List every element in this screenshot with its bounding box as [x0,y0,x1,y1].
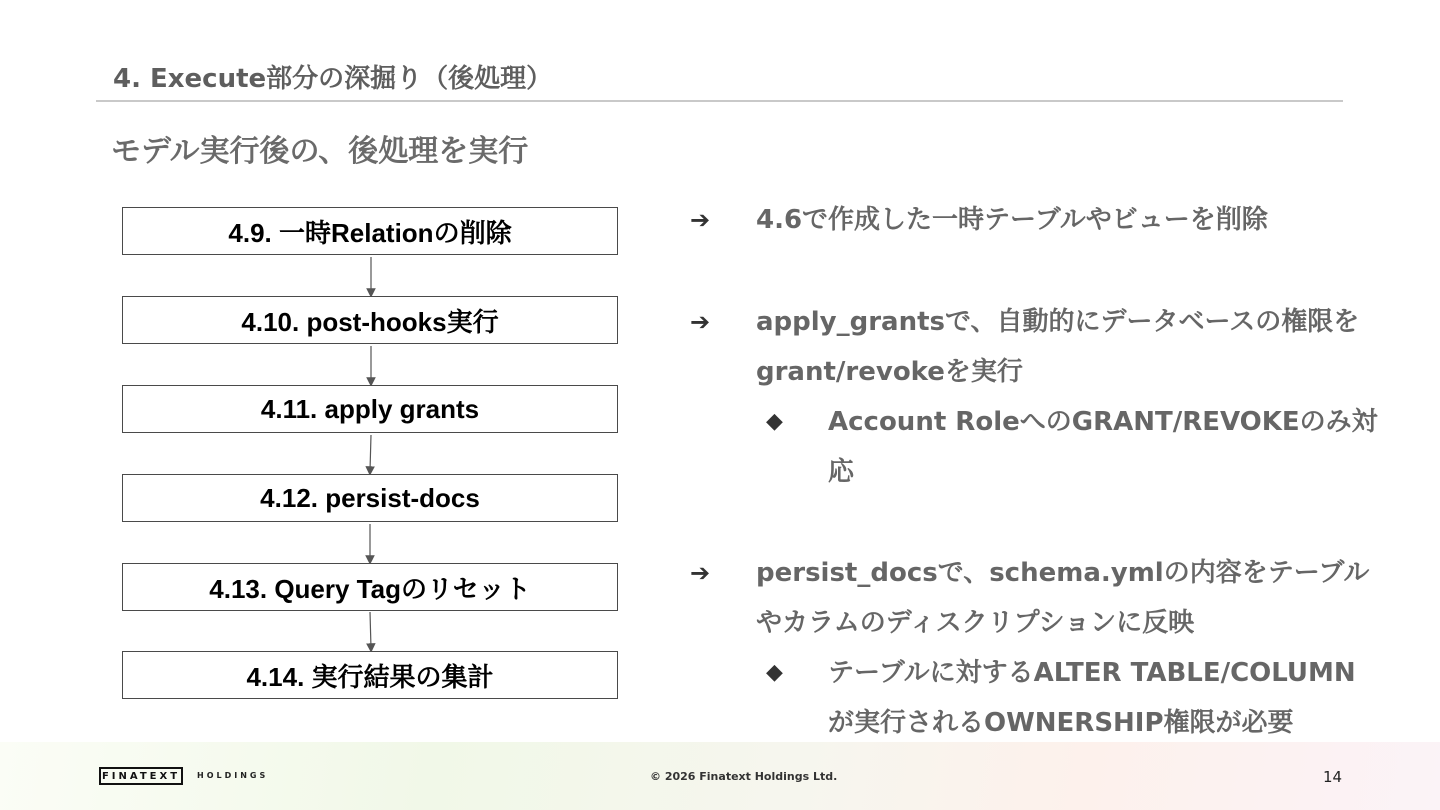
slide-title: 4. Execute部分の深掘り（後処理） [113,64,553,94]
company-logo: FINATEXT [99,767,183,785]
flow-step-cleanup-relation: 4.9. 一時Relationの削除 [122,207,618,255]
bullet-persist-docs [690,548,1369,648]
sub-bullet-text: テーブルに対するALTER TABLE/COLUMN が実行されるOWNERSHIP権限が必要 [828,658,1356,738]
right-arrow-icon: ➔ [690,206,711,234]
sub-bullet-text: Account RoleへのGRANT/REVOKEのみ対 応 [828,407,1378,487]
flow-connector-5 [370,612,371,648]
diamond-bullet-icon: ◆ [766,660,783,685]
bullet-temp-relation [690,195,1268,245]
right-arrow-icon: ➔ [690,308,711,336]
flow-step-persist-docs: 4.12. persist-docs [122,474,618,522]
page-number: 14 [1323,768,1343,786]
bullet-text: 4.6で作成した一時テーブルやビューを削除 [756,205,1268,235]
diamond-bullet-icon: ◆ [766,409,783,434]
company-logo-subtext: HOLDINGS [197,771,269,780]
bullet-text: persist_docsで、schema.ymlの内容をテーブル やカラムのディスクリプションに反映 [756,558,1370,638]
bullet-apply-grants [690,297,1359,397]
copyright-notice: © 2026 Finatext Holdings Ltd. [650,770,838,783]
bullet-text: apply_grantsで、自動的にデータベースの権限を grant/revokeを実行 [756,307,1360,387]
sub-bullet-account-role [766,397,1378,497]
flow-step-query-tag-reset: 4.13. Query Tagのリセット [122,563,618,611]
sub-bullet-ownership [766,648,1356,748]
right-arrow-icon: ➔ [690,559,711,587]
slide-subtitle: モデル実行後の、後処理を実行 [111,134,529,169]
flow-connector-3 [370,435,371,471]
flow-step-result-aggregation: 4.14. 実行結果の集計 [122,651,618,699]
flow-step-apply-grants: 4.11. apply grants [122,385,618,433]
flow-step-post-hooks: 4.10. post-hooks実行 [122,296,618,344]
